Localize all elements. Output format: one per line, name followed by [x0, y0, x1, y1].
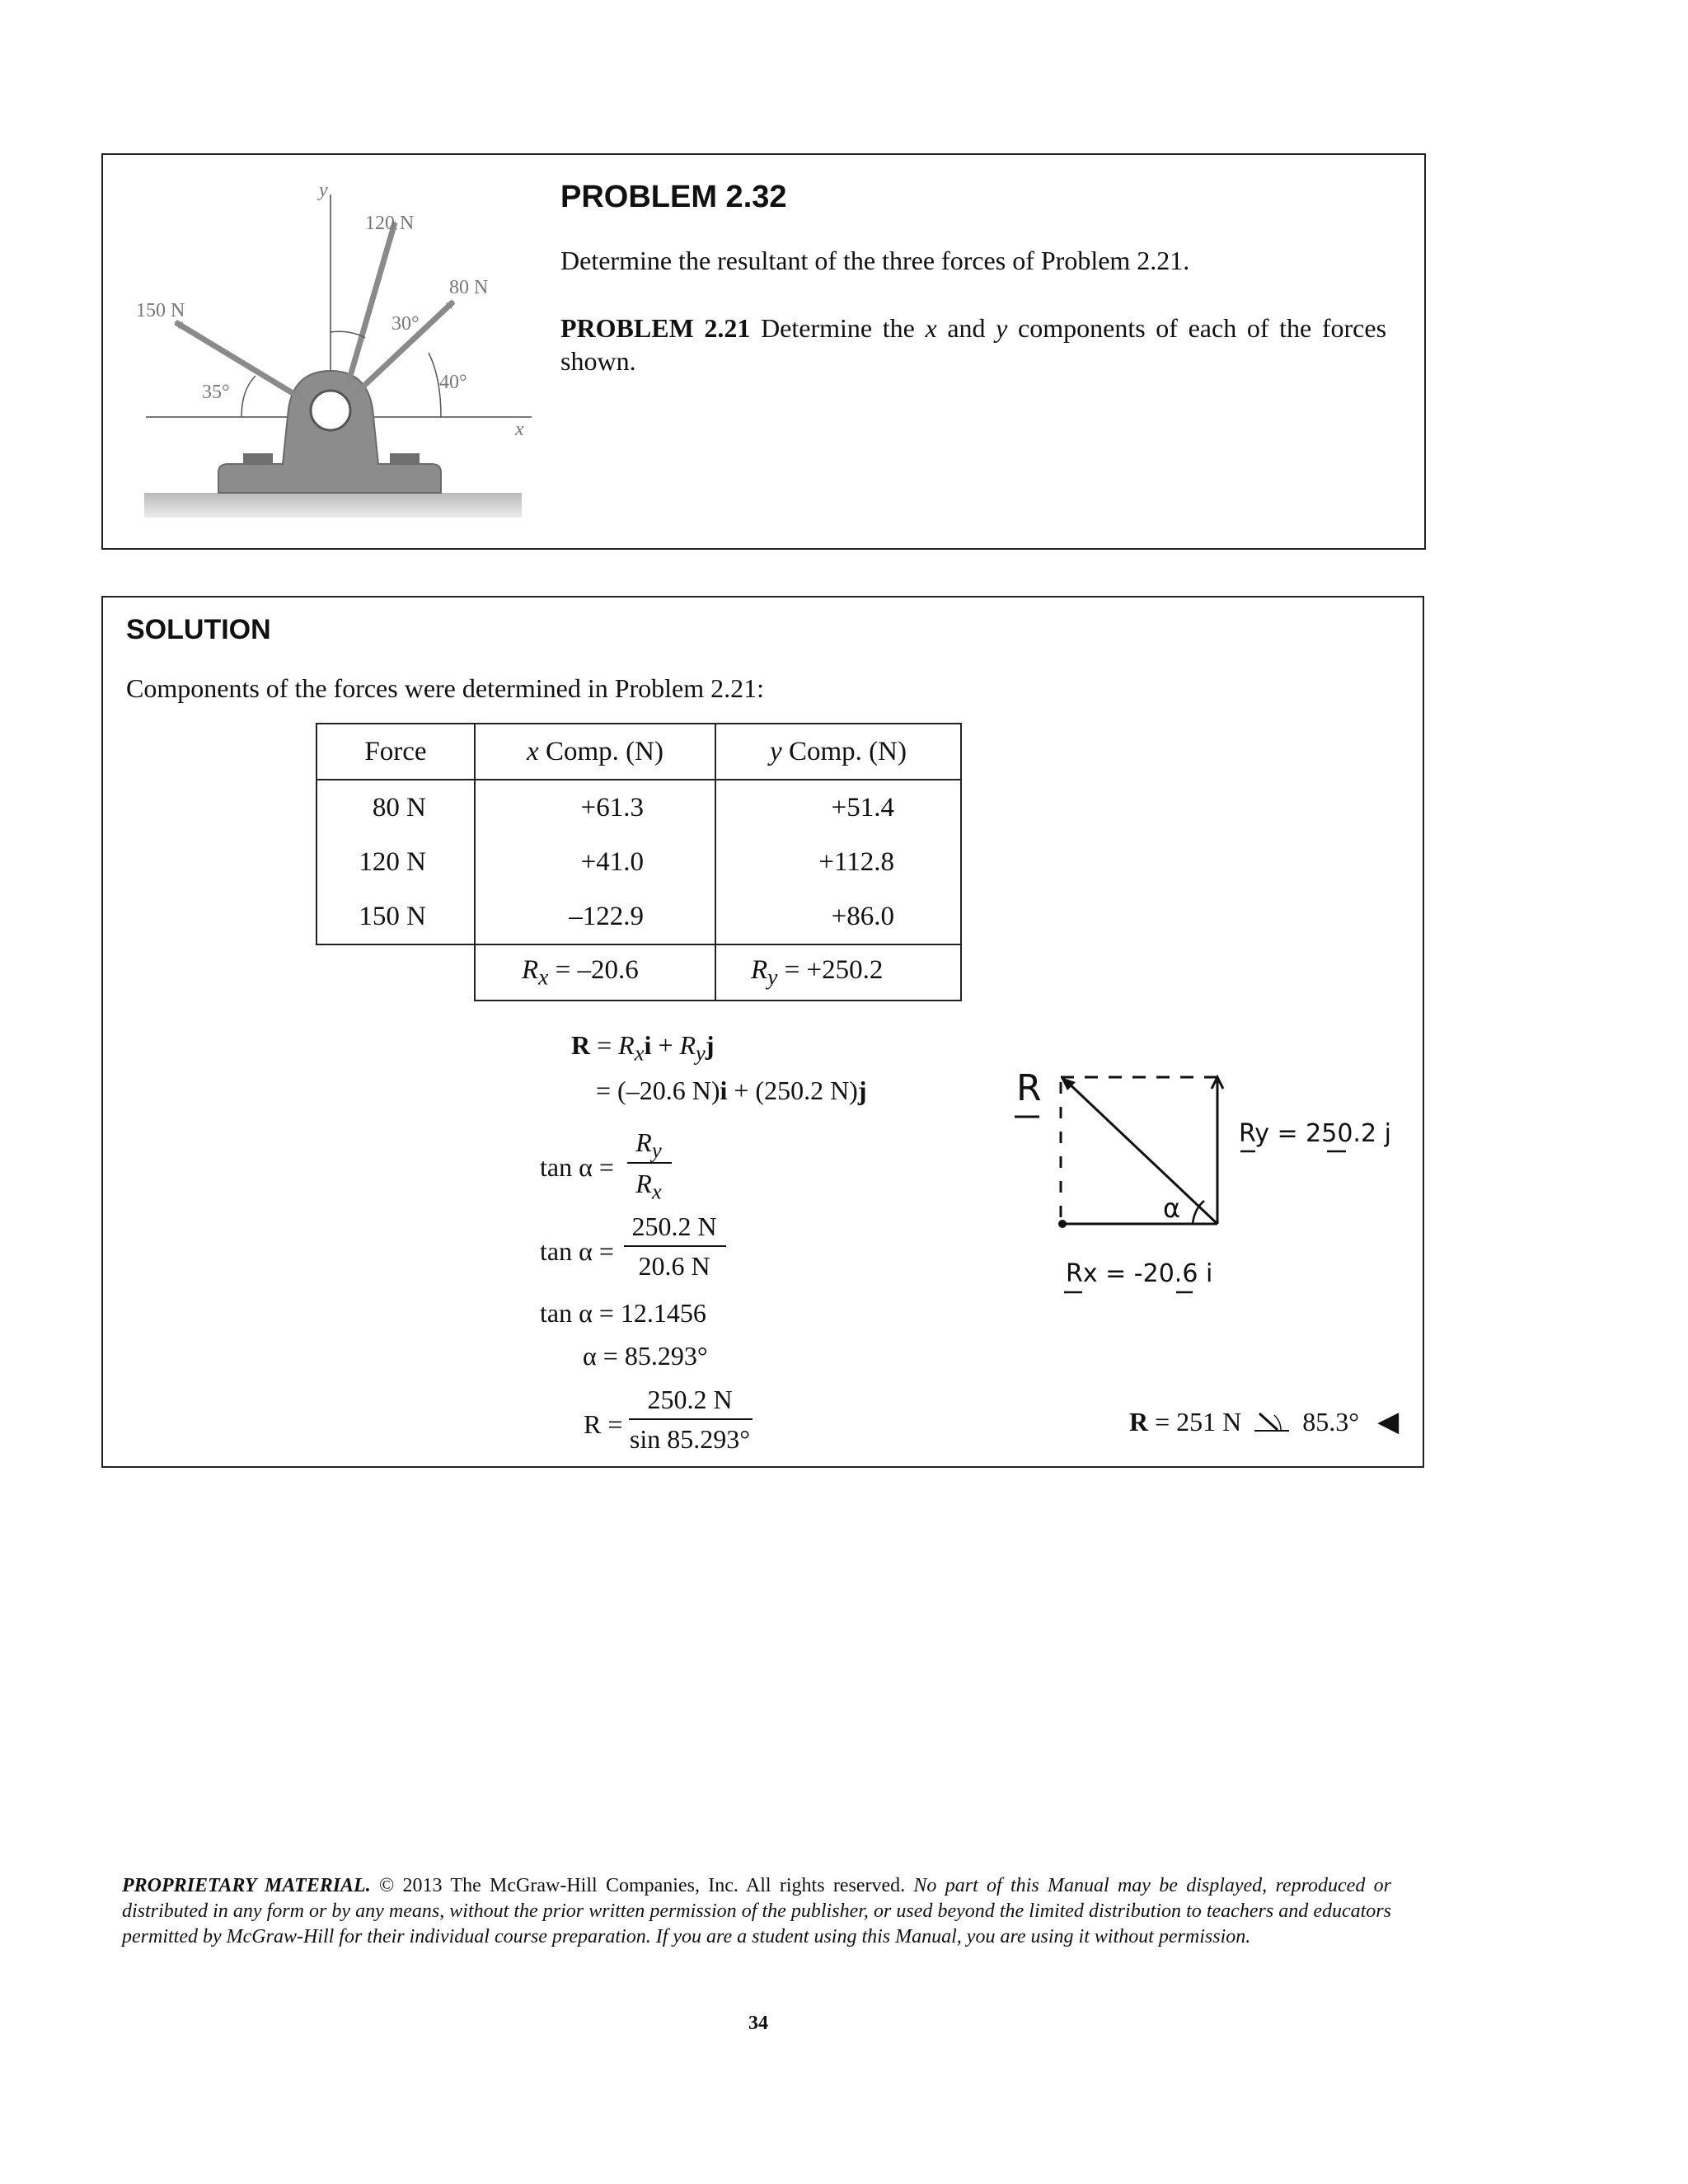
answer-marker: ◀ — [1377, 1407, 1400, 1437]
sketch-r-label: R — [1016, 1067, 1042, 1109]
ry-sum: $R_y = +250.2$ — [715, 944, 961, 1001]
footer-notice: No part of this Manual may be displayed, reproduced or distributed in any form or by any means, without the prior written permission of the publisher, or used beyond the limited distribution to teachers and educators permitted by McGraw-Hill for their individual course preparation. If you are a student using this Manual, you are using it without permission. — [122, 1875, 1391, 1947]
ref-text-and: and — [947, 313, 986, 343]
angle-symbol-icon — [1253, 1412, 1291, 1433]
table-row — [316, 780, 961, 835]
angle-35-label: 35° — [202, 382, 230, 403]
fraction-bar — [627, 1162, 672, 1164]
force-figure — [103, 155, 565, 548]
alpha-value: α = 85.293° — [583, 1341, 708, 1371]
axis-y-label: y — [319, 180, 328, 201]
fraction-bar — [629, 1418, 753, 1420]
bolt-right — [390, 453, 420, 465]
r-magnitude-lhs: R = — [584, 1409, 623, 1439]
header-y-comp: y Comp. (N) — [715, 724, 961, 780]
footer-lead: PROPRIETARY MATERIAL. — [122, 1875, 371, 1896]
tan-alpha-symbolic-num: $R_y$ — [635, 1127, 662, 1163]
copyright-footer — [122, 1873, 1391, 1950]
ref-text-pre: Determine the — [761, 313, 915, 343]
problem-title: PROBLEM 2.32 — [560, 180, 787, 214]
pin-hole — [311, 391, 350, 430]
sketch-alpha: α — [1163, 1193, 1181, 1224]
tan-alpha-value: tan α = 12.1456 — [540, 1298, 706, 1328]
force-120-label: 120 N — [365, 213, 415, 234]
header-x-comp: x Comp. (N) — [475, 724, 715, 780]
page-number: 34 — [748, 2013, 768, 2034]
final-answer: R = 251 N 85.3° ◀ — [1129, 1407, 1400, 1437]
sketch-ry-label: Ry = 250.2 j — [1239, 1119, 1391, 1148]
table-row — [316, 835, 961, 889]
equation-r-numeric: = (–20.6 N)i + (250.2 N)j — [596, 1076, 867, 1105]
row-x: –122.9 — [475, 889, 715, 944]
row-x: +61.3 — [475, 780, 715, 835]
row-y: +112.8 — [715, 835, 961, 889]
sketch-rx-label: Rx = -20.6 i — [1066, 1259, 1213, 1288]
r-magnitude-num: 250.2 N — [647, 1385, 733, 1414]
problem-statement: Determine the resultant of the three forces of Problem 2.21. — [560, 246, 1190, 275]
angle-40-label: 40° — [439, 372, 467, 393]
bolt-left — [243, 453, 273, 465]
table-sum-row — [316, 944, 961, 1001]
table-row — [316, 889, 961, 944]
solution-title: SOLUTION — [126, 614, 271, 645]
ref-label: PROBLEM 2.21 — [560, 313, 751, 343]
tan-alpha-symbolic-lhs: tan α = — [540, 1152, 614, 1182]
tan-alpha-numeric-den: 20.6 N — [638, 1251, 710, 1281]
row-y: +51.4 — [715, 780, 961, 835]
angle-30-label: 30° — [392, 313, 420, 335]
tan-alpha-numeric-num: 250.2 N — [631, 1212, 717, 1241]
rx-sum: $R_x = -20.6$ — [475, 944, 715, 1001]
row-force: 150 N — [316, 889, 475, 944]
arc-35 — [241, 376, 256, 417]
axis-x-label: x — [515, 419, 524, 440]
ref-var-y: y — [996, 313, 1008, 343]
ref-text-post: components of each of the forces shown. — [560, 313, 1387, 376]
row-force: 120 N — [316, 835, 475, 889]
solution-intro: Components of the forces were determined in Problem 2.21: — [126, 673, 765, 703]
arrow-150 — [176, 322, 305, 401]
footer-copyright: © 2013 The McGraw-Hill Companies, Inc. All rights reserved. — [370, 1875, 914, 1896]
ground — [144, 493, 522, 518]
header-force: Force — [316, 724, 475, 780]
force-80-label: 80 N — [449, 277, 489, 298]
r-magnitude-den: sin 85.293° — [629, 1424, 751, 1454]
table-header-row — [316, 724, 961, 780]
equation-r-vector: $R = R_xi + R_yj$ — [571, 1030, 715, 1066]
force-150-label: 150 N — [136, 300, 185, 321]
tan-alpha-symbolic-den: $R_x$ — [635, 1169, 662, 1204]
fraction-bar — [624, 1245, 726, 1247]
ref-var-x: x — [925, 313, 937, 343]
bracket — [218, 371, 441, 493]
r-vector — [1066, 1080, 1217, 1224]
tan-alpha-numeric-lhs: tan α = — [540, 1236, 614, 1266]
components-table — [316, 723, 962, 1001]
resultant-sketch — [1001, 1059, 1391, 1306]
problem-reference — [560, 312, 1386, 377]
solution-box — [101, 596, 1424, 1468]
row-x: +41.0 — [475, 835, 715, 889]
row-force: 80 N — [316, 780, 475, 835]
problem-box — [101, 153, 1426, 550]
row-y: +86.0 — [715, 889, 961, 944]
